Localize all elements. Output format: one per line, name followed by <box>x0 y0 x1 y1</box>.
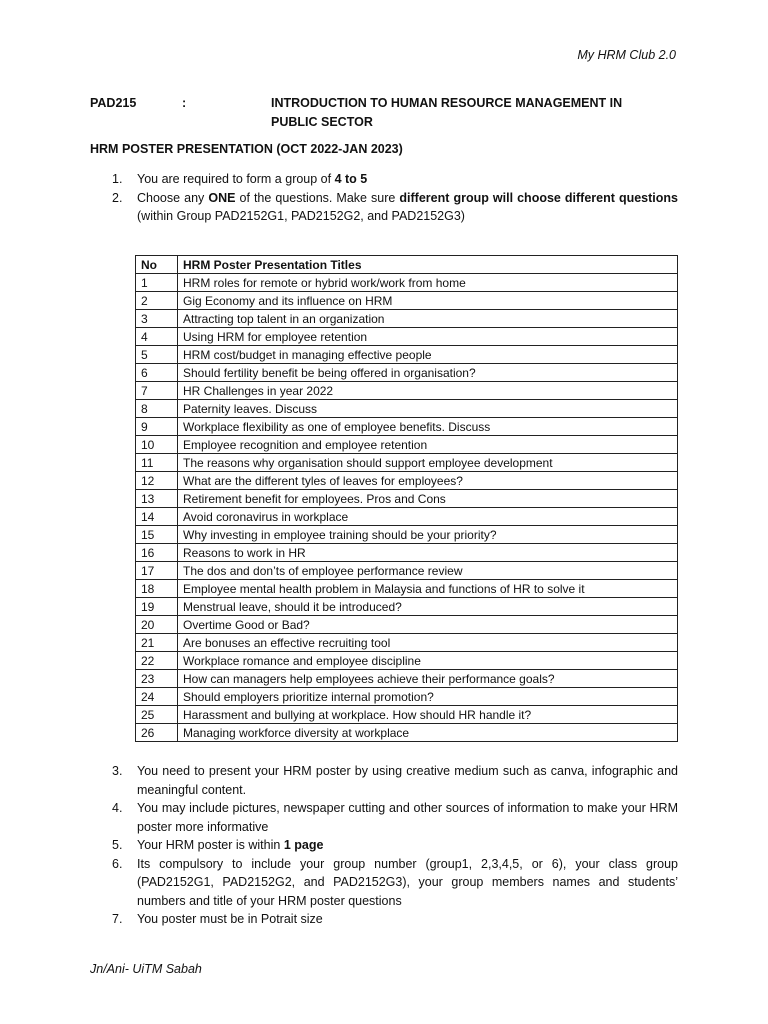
list-item-number: 2. <box>112 190 123 205</box>
table-row <box>136 382 678 400</box>
row-title-cell: The reasons why organisation should support employee development <box>178 454 678 472</box>
row-number-cell: 19 <box>136 598 178 616</box>
row-number-cell: 10 <box>136 436 178 454</box>
row-number-cell: 3 <box>136 310 178 328</box>
row-number-cell: 8 <box>136 400 178 418</box>
row-title-cell: Should fertility benefit be being offered in organisation? <box>178 364 678 382</box>
table-row <box>136 490 678 508</box>
list-item-text: You are required to form a group of <box>137 172 335 186</box>
list-item-text: You poster must be in Potrait size <box>137 912 323 926</box>
list-item <box>90 799 678 836</box>
list-item-text: Its compulsory to include your group number (group1, 2,3,4,5, or 6), your class group (PAD2152G1, PAD2152G2, and PAD2152G3), your group members names and students’ numbers and title of your HRM poster questions <box>137 856 678 908</box>
list-item-number: 3. <box>112 764 123 778</box>
row-title-cell: HRM roles for remote or hybrid work/work from home <box>178 274 678 292</box>
course-title: INTRODUCTION TO HUMAN RESOURCE MANAGEMENT IN PUBLIC SECTOR <box>271 96 623 129</box>
table-row <box>136 598 678 616</box>
table-row <box>136 634 678 652</box>
table-row <box>136 562 678 580</box>
table-row <box>136 274 678 292</box>
row-number-cell: 24 <box>136 688 178 706</box>
table-row <box>136 292 678 310</box>
row-title-cell: Attracting top talent in an organization <box>178 310 678 328</box>
list-item <box>90 836 678 855</box>
list-item <box>90 189 678 226</box>
row-number-cell: 7 <box>136 382 178 400</box>
row-title-cell: Overtime Good or Bad? <box>178 616 678 634</box>
row-number-cell: 13 <box>136 490 178 508</box>
list-item-text: Choose any <box>137 190 209 205</box>
list-item-emphasis: ONE <box>208 190 236 205</box>
row-title-cell: Workplace romance and employee discipline <box>178 652 678 670</box>
row-number-cell: 5 <box>136 346 178 364</box>
list-item-text: You may include pictures, newspaper cutting and other sources of information to make your HRM poster more informative <box>137 801 678 834</box>
row-number-cell: 20 <box>136 616 178 634</box>
row-number-cell: 26 <box>136 724 178 742</box>
row-title-cell: Why investing in employee training should be your priority? <box>178 526 678 544</box>
table-row <box>136 544 678 562</box>
list-item-text: (within Group PAD2152G1, PAD2152G2, and PAD2152G3) <box>137 209 465 223</box>
document-header-club: My HRM Club 2.0 <box>577 48 676 62</box>
list-item-emphasis: 4 to 5 <box>334 172 368 186</box>
row-number-cell: 23 <box>136 670 178 688</box>
list-item-number: 6. <box>112 856 123 871</box>
table-row <box>136 580 678 598</box>
table-row <box>136 508 678 526</box>
row-number-cell: 22 <box>136 652 178 670</box>
table-row <box>136 454 678 472</box>
poster-titles-table <box>135 255 678 742</box>
row-title-cell: Are bonuses an effective recruiting tool <box>178 634 678 652</box>
table-row <box>136 670 678 688</box>
row-title-cell: Employee mental health problem in Malaysia and functions of HR to solve it <box>178 580 678 598</box>
table-row <box>136 364 678 382</box>
row-number-cell: 17 <box>136 562 178 580</box>
list-item-text: You need to present your HRM poster by using creative medium such as canva, infographic and meaningful content. <box>137 764 678 797</box>
table-row <box>136 526 678 544</box>
instructions-list-top <box>90 170 678 226</box>
row-title-cell: Employee recognition and employee retention <box>178 436 678 454</box>
row-number-cell: 1 <box>136 274 178 292</box>
list-item <box>90 762 678 799</box>
row-number-cell: 16 <box>136 544 178 562</box>
list-item <box>90 855 678 911</box>
row-title-cell: HRM cost/budget in managing effective people <box>178 346 678 364</box>
row-number-cell: 4 <box>136 328 178 346</box>
row-number-cell: 9 <box>136 418 178 436</box>
course-code: PAD215 <box>90 96 137 110</box>
row-title-cell: Workplace flexibility as one of employee benefits. Discuss <box>178 418 678 436</box>
list-item-text: Your HRM poster is within <box>137 838 284 852</box>
row-title-cell: The dos and don’ts of employee performance review <box>178 562 678 580</box>
table-row <box>136 688 678 706</box>
list-item-text: of the questions. Make sure <box>235 190 400 205</box>
table-body <box>136 274 678 742</box>
section-title: HRM POSTER PRESENTATION (OCT 2022-JAN 2023) <box>90 142 403 156</box>
table-row <box>136 436 678 454</box>
list-item-number: 4. <box>112 801 123 815</box>
row-title-cell: Should employers prioritize internal promotion? <box>178 688 678 706</box>
list-item <box>90 910 678 929</box>
row-title-cell: Gig Economy and its influence on HRM <box>178 292 678 310</box>
table-row <box>136 328 678 346</box>
list-item-number: 5. <box>112 838 123 852</box>
row-number-cell: 18 <box>136 580 178 598</box>
instructions-list-bottom <box>90 762 678 929</box>
table-row <box>136 652 678 670</box>
row-number-cell: 15 <box>136 526 178 544</box>
row-title-cell: Paternity leaves. Discuss <box>178 400 678 418</box>
table-row <box>136 400 678 418</box>
row-number-cell: 2 <box>136 292 178 310</box>
row-title-cell: What are the different tyles of leaves for employees? <box>178 472 678 490</box>
row-number-cell: 11 <box>136 454 178 472</box>
table-row <box>136 616 678 634</box>
column-header-no: No <box>136 256 178 274</box>
table-row <box>136 310 678 328</box>
table-row <box>136 472 678 490</box>
course-separator: : <box>182 96 187 110</box>
list-item-number: 7. <box>112 912 123 926</box>
table-row <box>136 418 678 436</box>
list-item <box>90 170 678 189</box>
row-title-cell: Retirement benefit for employees. Pros and Cons <box>178 490 678 508</box>
list-item-number: 1. <box>112 172 123 186</box>
row-number-cell: 21 <box>136 634 178 652</box>
row-title-cell: HR Challenges in year 2022 <box>178 382 678 400</box>
row-number-cell: 25 <box>136 706 178 724</box>
row-title-cell: Avoid coronavirus in workplace <box>178 508 678 526</box>
row-title-cell: How can managers help employees achieve their performance goals? <box>178 670 678 688</box>
row-title-cell: Using HRM for employee retention <box>178 328 678 346</box>
row-number-cell: 6 <box>136 364 178 382</box>
row-number-cell: 12 <box>136 472 178 490</box>
list-item-emphasis: different group will choose different questions <box>399 190 678 205</box>
table-row <box>136 346 678 364</box>
row-title-cell: Menstrual leave, should it be introduced? <box>178 598 678 616</box>
row-number-cell: 14 <box>136 508 178 526</box>
column-header-title: HRM Poster Presentation Titles <box>178 256 678 274</box>
row-title-cell: Harassment and bullying at workplace. How should HR handle it? <box>178 706 678 724</box>
list-item-emphasis: 1 page <box>283 838 324 852</box>
row-title-cell: Reasons to work in HR <box>178 544 678 562</box>
table-row <box>136 706 678 724</box>
document-footer: Jn/Ani- UiTM Sabah <box>90 962 202 976</box>
table-header-row <box>136 256 678 274</box>
row-title-cell: Managing workforce diversity at workplace <box>178 724 678 742</box>
table-row <box>136 724 678 742</box>
